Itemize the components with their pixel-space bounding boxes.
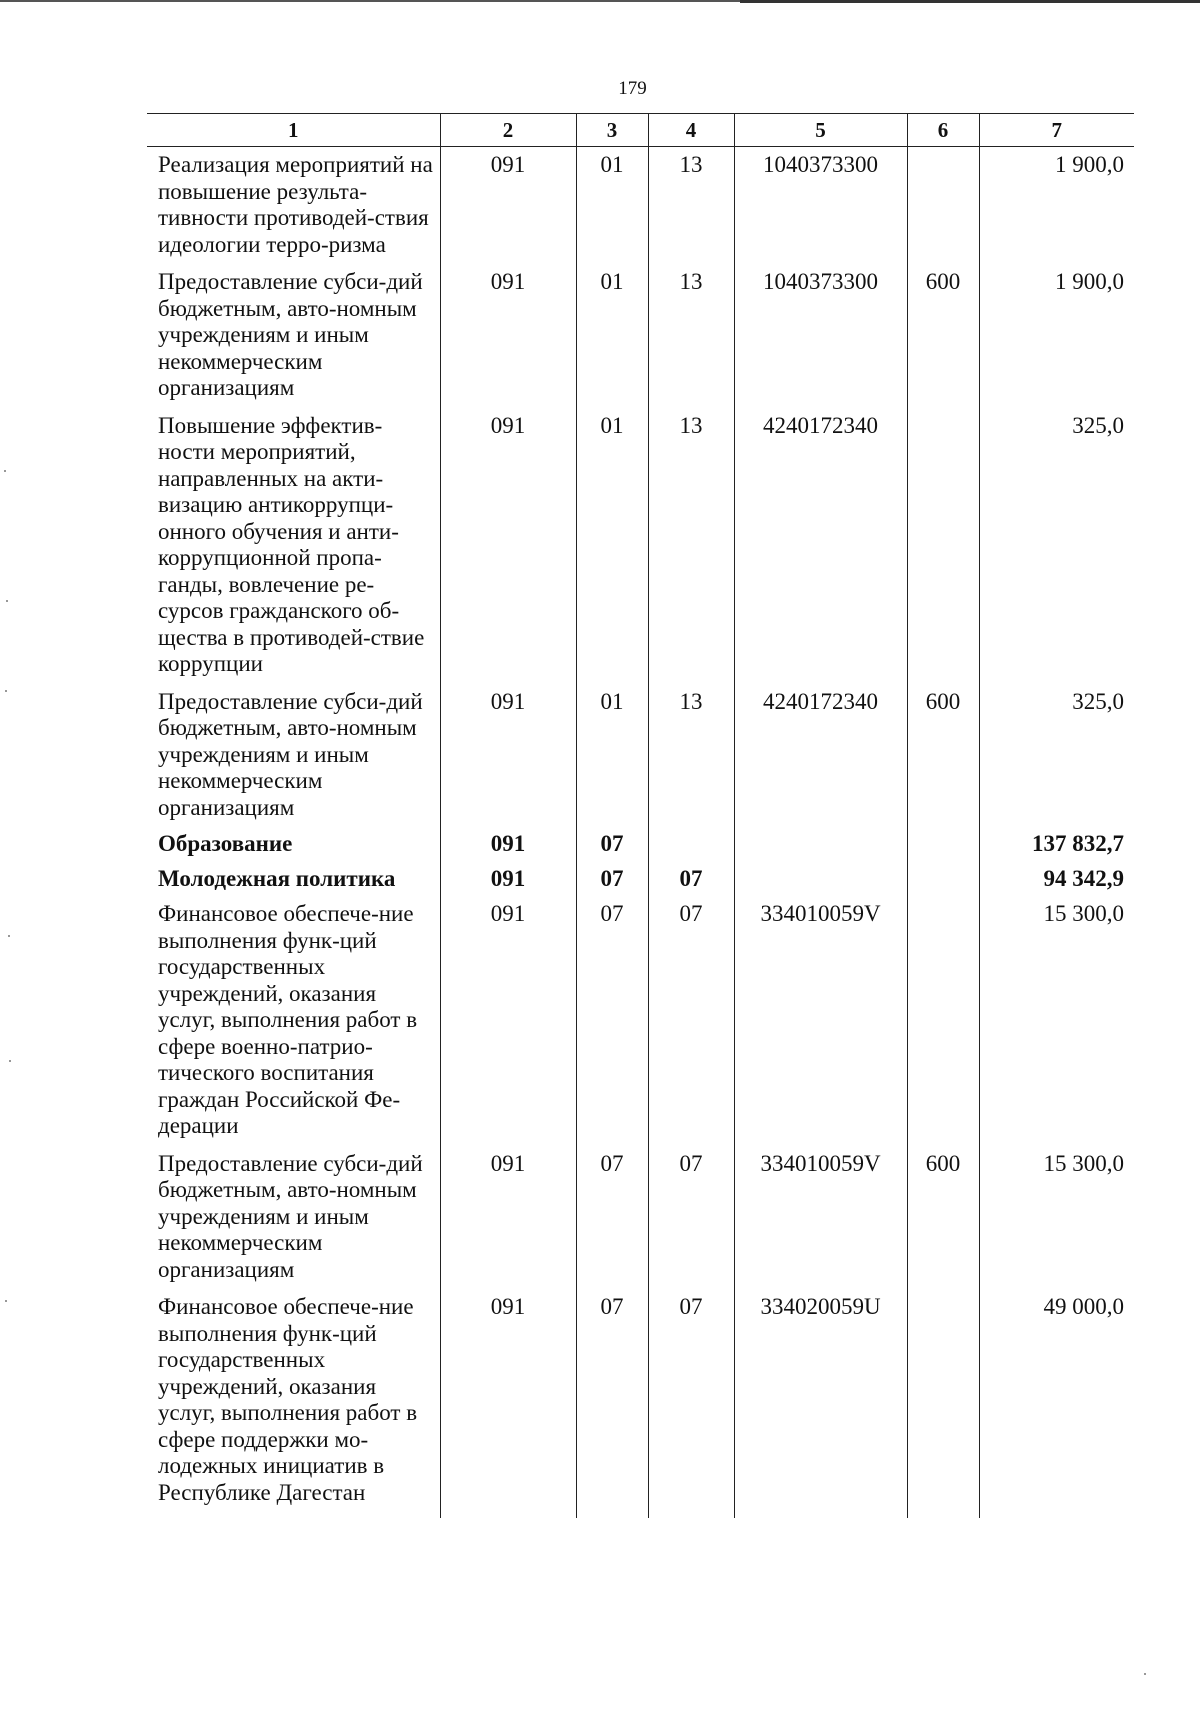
cell-section-code: 01 bbox=[576, 684, 648, 828]
scan-speck bbox=[5, 1300, 7, 1302]
table-row bbox=[147, 827, 1134, 862]
budget-table bbox=[147, 113, 1134, 1518]
cell-subsection-code: 13 bbox=[648, 147, 734, 265]
cell-section-code: 01 bbox=[576, 408, 648, 684]
cell-target-article: 334010059V bbox=[734, 1146, 907, 1290]
scan-speck bbox=[5, 690, 7, 692]
cell-subsection-code: 07 bbox=[648, 862, 734, 897]
cell-description: Реализация мероприятий на повышение результа-тивности противодей-ствия идеологии терро-ризма bbox=[158, 152, 433, 257]
cell-subsection-code: 13 bbox=[648, 684, 734, 828]
cell-description: Повышение эффектив-ности мероприятий, направленных на акти-визацию антикоррупци-онного обучения и анти-коррупционной пропа-ганды, вовлечение ре-сурсов гражданского об-щества в противодей-ствие коррупции bbox=[158, 412, 425, 676]
cell-ministry-code: 091 bbox=[440, 827, 576, 862]
column-header-7: 7 bbox=[979, 114, 1134, 147]
table-row bbox=[147, 264, 1134, 408]
table-body bbox=[147, 147, 1134, 1519]
cell-target-article: 334020059U bbox=[734, 1289, 907, 1512]
cell-ministry-code: 091 bbox=[440, 264, 576, 408]
table-row bbox=[147, 408, 1134, 684]
cell-subsection-code bbox=[648, 827, 734, 862]
table-row bbox=[147, 684, 1134, 828]
tail-cell bbox=[648, 1512, 734, 1518]
cell-ministry-code: 091 bbox=[440, 408, 576, 684]
cell-subsection-code: 13 bbox=[648, 408, 734, 684]
cell-amount: 1 900,0 bbox=[979, 264, 1134, 408]
cell-ministry-code: 091 bbox=[440, 896, 576, 1146]
cell-expense-type bbox=[907, 1289, 979, 1512]
cell-expense-type bbox=[907, 827, 979, 862]
column-header-6: 6 bbox=[907, 114, 979, 147]
cell-subsection-code: 07 bbox=[648, 1289, 734, 1512]
table-tail-row bbox=[147, 1512, 1134, 1518]
scan-speck bbox=[9, 1060, 11, 1062]
scan-speck bbox=[1144, 1673, 1146, 1675]
cell-target-article: 1040373300 bbox=[734, 147, 907, 265]
cell-amount: 15 300,0 bbox=[979, 1146, 1134, 1290]
tail-cell bbox=[576, 1512, 648, 1518]
cell-amount: 49 000,0 bbox=[979, 1289, 1134, 1512]
tail-cell bbox=[907, 1512, 979, 1518]
cell-description: Предоставление субси-дий бюджетным, авто-номным учреждениям и иным некоммерческим организациям bbox=[158, 688, 423, 820]
table-row bbox=[147, 896, 1134, 1146]
cell-amount: 1 900,0 bbox=[979, 147, 1134, 265]
cell-description: Молодежная политика bbox=[158, 865, 396, 891]
cell-description: Образование bbox=[158, 831, 293, 856]
page-number: 179 bbox=[618, 78, 647, 99]
cell-amount: 94 342,9 bbox=[979, 862, 1134, 897]
cell-section-code: 07 bbox=[576, 1146, 648, 1290]
cell-target-article bbox=[734, 862, 907, 897]
cell-ministry-code: 091 bbox=[440, 147, 576, 265]
scan-speck bbox=[6, 600, 8, 602]
column-header-2: 2 bbox=[440, 114, 576, 147]
column-header-3: 3 bbox=[576, 114, 648, 147]
cell-subsection-code: 07 bbox=[648, 1146, 734, 1290]
tail-cell bbox=[147, 1512, 440, 1518]
table-row bbox=[147, 862, 1134, 897]
cell-amount: 325,0 bbox=[979, 408, 1134, 684]
cell-expense-type bbox=[907, 896, 979, 1146]
cell-section-code: 07 bbox=[576, 896, 648, 1146]
column-header-4: 4 bbox=[648, 114, 734, 147]
cell-expense-type bbox=[907, 408, 979, 684]
cell-amount: 325,0 bbox=[979, 684, 1134, 828]
cell-expense-type: 600 bbox=[907, 684, 979, 828]
tail-cell bbox=[440, 1512, 576, 1518]
cell-expense-type bbox=[907, 862, 979, 897]
cell-ministry-code: 091 bbox=[440, 684, 576, 828]
cell-section-code: 07 bbox=[576, 1289, 648, 1512]
cell-target-article: 1040373300 bbox=[734, 264, 907, 408]
cell-description: Предоставление субси-дий бюджетным, авто-номным учреждениям и иным некоммерческим организациям bbox=[158, 269, 423, 400]
cell-description: Предоставление субси-дий бюджетным, авто-номным учреждениям и иным некоммерческим организациям bbox=[158, 1150, 423, 1282]
table-row bbox=[147, 1289, 1134, 1512]
cell-target-article bbox=[734, 827, 907, 862]
cell-ministry-code: 091 bbox=[440, 1289, 576, 1512]
cell-expense-type: 600 bbox=[907, 1146, 979, 1290]
tail-cell bbox=[734, 1512, 907, 1518]
cell-amount: 15 300,0 bbox=[979, 896, 1134, 1146]
cell-description: Финансовое обеспече-ние выполнения функ-ций государственных учреждений, оказания услуг, выполнения работ в сфере поддержки мо-лодежных инициатив в Республике Дагестан bbox=[158, 1294, 418, 1505]
cell-target-article: 4240172340 bbox=[734, 408, 907, 684]
cell-subsection-code: 13 bbox=[648, 264, 734, 408]
cell-target-article: 4240172340 bbox=[734, 684, 907, 828]
scan-speck bbox=[4, 470, 6, 472]
column-header-5: 5 bbox=[734, 114, 907, 147]
cell-section-code: 07 bbox=[576, 827, 648, 862]
cell-subsection-code: 07 bbox=[648, 896, 734, 1146]
cell-ministry-code: 091 bbox=[440, 862, 576, 897]
table-row bbox=[147, 1146, 1134, 1290]
cell-amount: 137 832,7 bbox=[979, 827, 1134, 862]
table-header-row bbox=[147, 114, 1134, 147]
cell-section-code: 01 bbox=[576, 147, 648, 265]
cell-section-code: 01 bbox=[576, 264, 648, 408]
cell-expense-type bbox=[907, 147, 979, 265]
cell-description: Финансовое обеспече-ние выполнения функ-ций государственных учреждений, оказания услуг, выполнения работ в сфере военно-патрио-тического воспитания граждан Российской Фе-дерации bbox=[158, 901, 418, 1138]
cell-expense-type: 600 bbox=[907, 264, 979, 408]
scan-speck bbox=[8, 935, 10, 937]
cell-section-code: 07 bbox=[576, 862, 648, 897]
table-row bbox=[147, 147, 1134, 265]
cell-target-article: 334010059V bbox=[734, 896, 907, 1146]
column-header-1: 1 bbox=[147, 114, 440, 147]
scan-top-edge-dark bbox=[740, 0, 1200, 3]
tail-cell bbox=[979, 1512, 1134, 1518]
cell-ministry-code: 091 bbox=[440, 1146, 576, 1290]
